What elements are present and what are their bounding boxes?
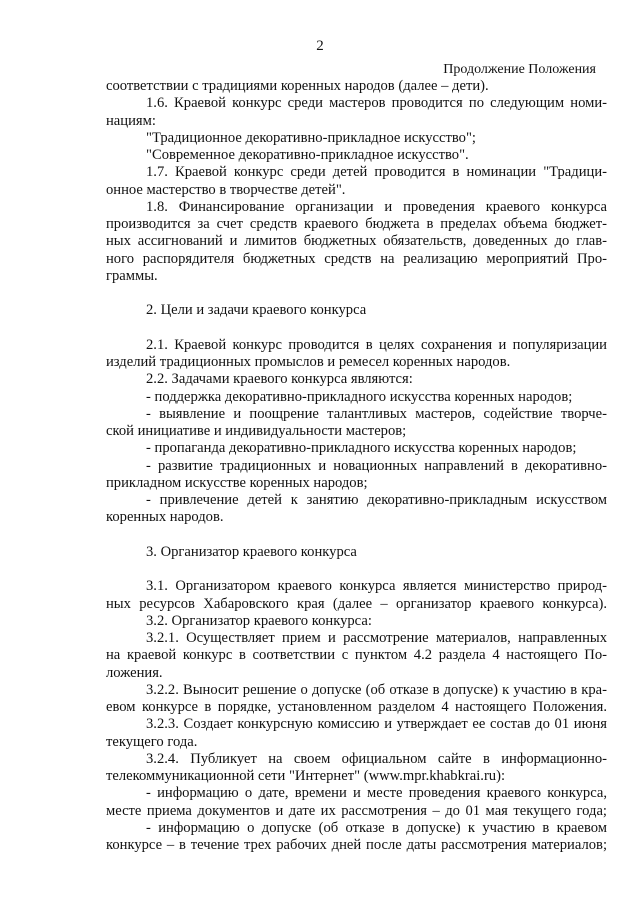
text-line: "Традиционное декоративно-прикладное искусство"; <box>146 129 476 146</box>
text-line: производится за счет средств краевого бюджета в пределах объема бюджет- <box>106 216 607 232</box>
paragraph-gap <box>106 561 607 578</box>
text-line: ного распорядителя бюджетных средств на реализацию мероприятий Про- <box>106 250 607 267</box>
text-line: - информацию о допуске (об отказе в допуске) к участию в краевом <box>146 819 607 836</box>
text-line: текущего года. <box>106 733 198 750</box>
text-line: 1.8. Финансирование организации и проведения краевого конкурса <box>146 198 607 215</box>
page-number: 2 <box>316 38 324 54</box>
text-line: - выявление и поощрение талантливых мастеров, содействие творче- <box>146 405 607 422</box>
text-line: 3.2. Организатор краевого конкурса: <box>146 612 372 629</box>
text-line: изделий традиционных промыслов и ремесел коренных народов. <box>106 354 511 370</box>
text-line: евом конкурсе в порядке, установленном разделом 4 настоящего Положения. <box>106 699 607 715</box>
text-line: нациям: <box>106 112 156 129</box>
text-line: 3.2.2. Выносит решение о допуске (об отказе в допуске) к участию в кра- <box>146 681 607 698</box>
document-body <box>106 78 607 854</box>
paragraph-gap <box>106 527 607 544</box>
text-line: - поддержка декоративно-прикладного искусства коренных народов; <box>146 388 573 405</box>
text-line: - развитие традиционных и новационных направлений в декоративно- <box>146 457 607 474</box>
text-line: - информацию о дате, времени и месте проведения краевого конкурса, <box>146 785 607 802</box>
text-line: - пропаганда декоративно-прикладного искусства коренных народов; <box>146 440 577 457</box>
text-line: месте приема документов и дате их рассмотрения – до 01 мая текущего года; <box>106 802 607 819</box>
text-line: ской инициативе и индивидуальности мастеров; <box>106 423 407 439</box>
text-line: конкурсе – в течение трех рабочих дней после даты рассмотрения материалов; <box>106 837 607 853</box>
text-line: прикладном искусстве коренных народов; <box>106 474 368 491</box>
text-line: - привлечение детей к занятию декоративно-прикладным искусством <box>146 492 607 508</box>
text-line: на краевой конкурс в соответствии с пунктом 4.2 раздела 4 настоящего По- <box>106 647 607 664</box>
text-line: коренных народов. <box>106 509 224 526</box>
text-line: 2.1. Краевой конкурс проводится в целях сохранения и популяризации <box>146 336 607 353</box>
text-line: соответствии с традициями коренных народов (далее – дети). <box>106 78 489 94</box>
text-line: телекоммуникационной сети "Интернет" (www.mpr.khabkrai.ru): <box>106 768 506 784</box>
text-line: 3.2.3. Создает конкурсную комиссию и утверждает ее состав до 01 июня <box>146 716 607 733</box>
text-line: граммы. <box>106 267 158 284</box>
section-heading: 2. Цели и задачи краевого конкурса <box>146 302 367 319</box>
text-line: онное мастерство в творчестве детей". <box>106 181 346 198</box>
section-heading: 3. Организатор краевого конкурса <box>146 543 357 560</box>
text-line: 2.2. Задачами краевого конкурса являются: <box>146 371 413 388</box>
text-line: ных ресурсов Хабаровского края (далее – организатор краевого конкурса). <box>106 595 607 612</box>
text-line: 1.7. Краевой конкурс среди детей проводится в номинации "Традици- <box>146 164 607 181</box>
text-line: 3.1. Организатором краевого конкурса является министерство природ- <box>146 578 607 595</box>
text-line: ных ассигнований и лимитов бюджетных обязательств, доведенных до глав- <box>106 233 607 250</box>
text-line: "Современное декоративно-прикладное искусство". <box>146 147 469 163</box>
text-line: 3.2.1. Осуществляет прием и рассмотрение материалов, направленных <box>146 630 607 646</box>
text-line: 1.6. Краевой конкурс среди мастеров проводится по следующим номи- <box>146 95 607 112</box>
text-line: ложения. <box>106 664 163 681</box>
text-line: 3.2.4. Публикует на своем официальном сайте в информационно- <box>146 750 607 767</box>
paragraph-gap <box>106 320 607 337</box>
paragraph-gap <box>106 285 607 302</box>
running-header: Продолжение Положения <box>443 62 596 77</box>
